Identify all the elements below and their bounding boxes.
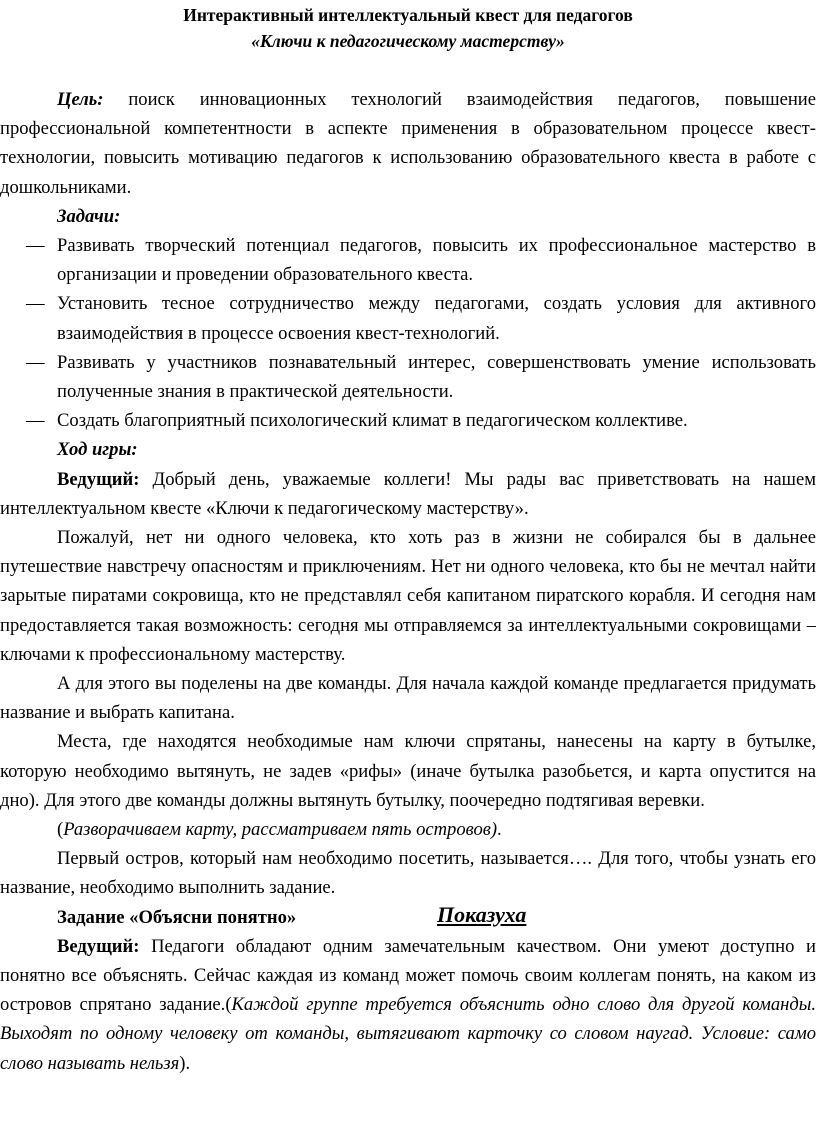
tasks-heading [0, 202, 816, 231]
bottle-paragraph: Места, где находятся необходимые нам ключи спрятаны, нанесены на карту в бутылке, которую необходимо вытянуть, не задев «рифы» (иначе бутылка разобьется, и карта опустится на дно). Для этого две команды должны вытянуть бутылку, поочередно подтягивая веревки. [0, 731, 816, 811]
host-greeting-paragraph [0, 465, 816, 523]
map-open-paren: ( [57, 819, 64, 841]
task-item [0, 348, 816, 406]
map-italic-text: Разворачиваем карту, рассматриваем пять островов) [63, 819, 498, 841]
document-body [0, 85, 816, 1078]
map-paragraph [0, 815, 816, 844]
task-item [0, 231, 816, 289]
document-title: Интерактивный интеллектуальный квест для педагогов [183, 5, 633, 25]
map-period: . [497, 819, 502, 841]
task-item [0, 406, 816, 435]
task-item-text: Развивать творческий потенциал педагогов, повысить их профессиональное мастерство в организации и проведении образовательного квеста. [57, 235, 816, 286]
goal-text: поиск инновационных технологий взаимодействия педагогов, повышение профессиональной компетентности в аспекте применения в образовательном процессе квест-технологии, повысить мотивацию педагогов к использованию образовательного квеста в работе с дошкольниками. [0, 89, 816, 198]
game-label: Ход игры: [57, 439, 138, 461]
island-name: Показуха [437, 901, 527, 927]
goal-label: Цель: [57, 89, 104, 110]
task-item-text: Развивать у участников познавательный интерес, совершенствовать умение использовать полученные знания в практической деятельности. [57, 351, 816, 403]
adventure-paragraph: Пожалуй, нет ни одного человека, кто хоть раз в жизни не собирался бы в дальнее путешествие навстречу опасностям и приключениям. Нет ни одного человека, кто бы не мечтал найти зарытые пиратами сокровища, кто не представлял себя капитаном пиратского корабля. И сегодня нам предоставляется такая возможность: сегодня мы отправляемся за интеллектуальными сокровищами – ключами к профессиональному мастерству. [0, 527, 816, 665]
host-label-2: Ведущий: [57, 935, 140, 957]
teams-paragraph: А для этого вы поделены на две команды. Для начала каждой команде предлагается придумать название и выбрать капитана. [0, 673, 816, 724]
explain-text: Педагоги обладают одним замечательным качеством. Они умеют доступно и понятно все объяснять. Сейчас каждая из команд может помочь своим коллегам понять, на каком из островов спрятано задание.( [0, 935, 816, 1016]
task-label: Задание «Объясни понятно» [57, 906, 297, 928]
game-heading [0, 435, 816, 464]
tasks-label: Задачи: [57, 205, 121, 227]
dash-marker: — [26, 410, 45, 432]
dash-marker: — [26, 293, 45, 315]
task-item [0, 289, 816, 347]
document-subtitle: «Ключи к педагогическому мастерству» [251, 31, 565, 51]
task-line [0, 903, 816, 932]
host-label: Ведущий: [57, 468, 140, 490]
goal-paragraph [0, 85, 816, 202]
host-greeting-text: Добрый день, уважаемые коллеги! Мы рады вас приветствовать на нашем интеллектуальном квесте «Ключи к педагогическому мастерству». [0, 468, 816, 519]
dash-marker: — [26, 351, 45, 373]
explain-italic-text: Каждой группе требуется объяснить одно слово для другой команды. Выходят по одному человеку от команды, вытягивают карточку со словом наугад. Условие: само слово называть нельзя [0, 994, 816, 1074]
dash-marker: — [26, 235, 45, 257]
explain-paragraph [0, 932, 816, 1078]
first-island-paragraph: Первый остров, который нам необходимо посетить, называется…. Для того, чтобы узнать его название, необходимо выполнить задание. [0, 848, 816, 899]
task-item-text: Создать благоприятный психологический климат в педагогическом коллективе. [57, 410, 688, 432]
task-item-text: Установить тесное сотрудничество между педагогами, создать условия для активного взаимодействия в процессе освоения квест-технологий. [57, 293, 816, 344]
explain-end: ). [179, 1052, 191, 1074]
